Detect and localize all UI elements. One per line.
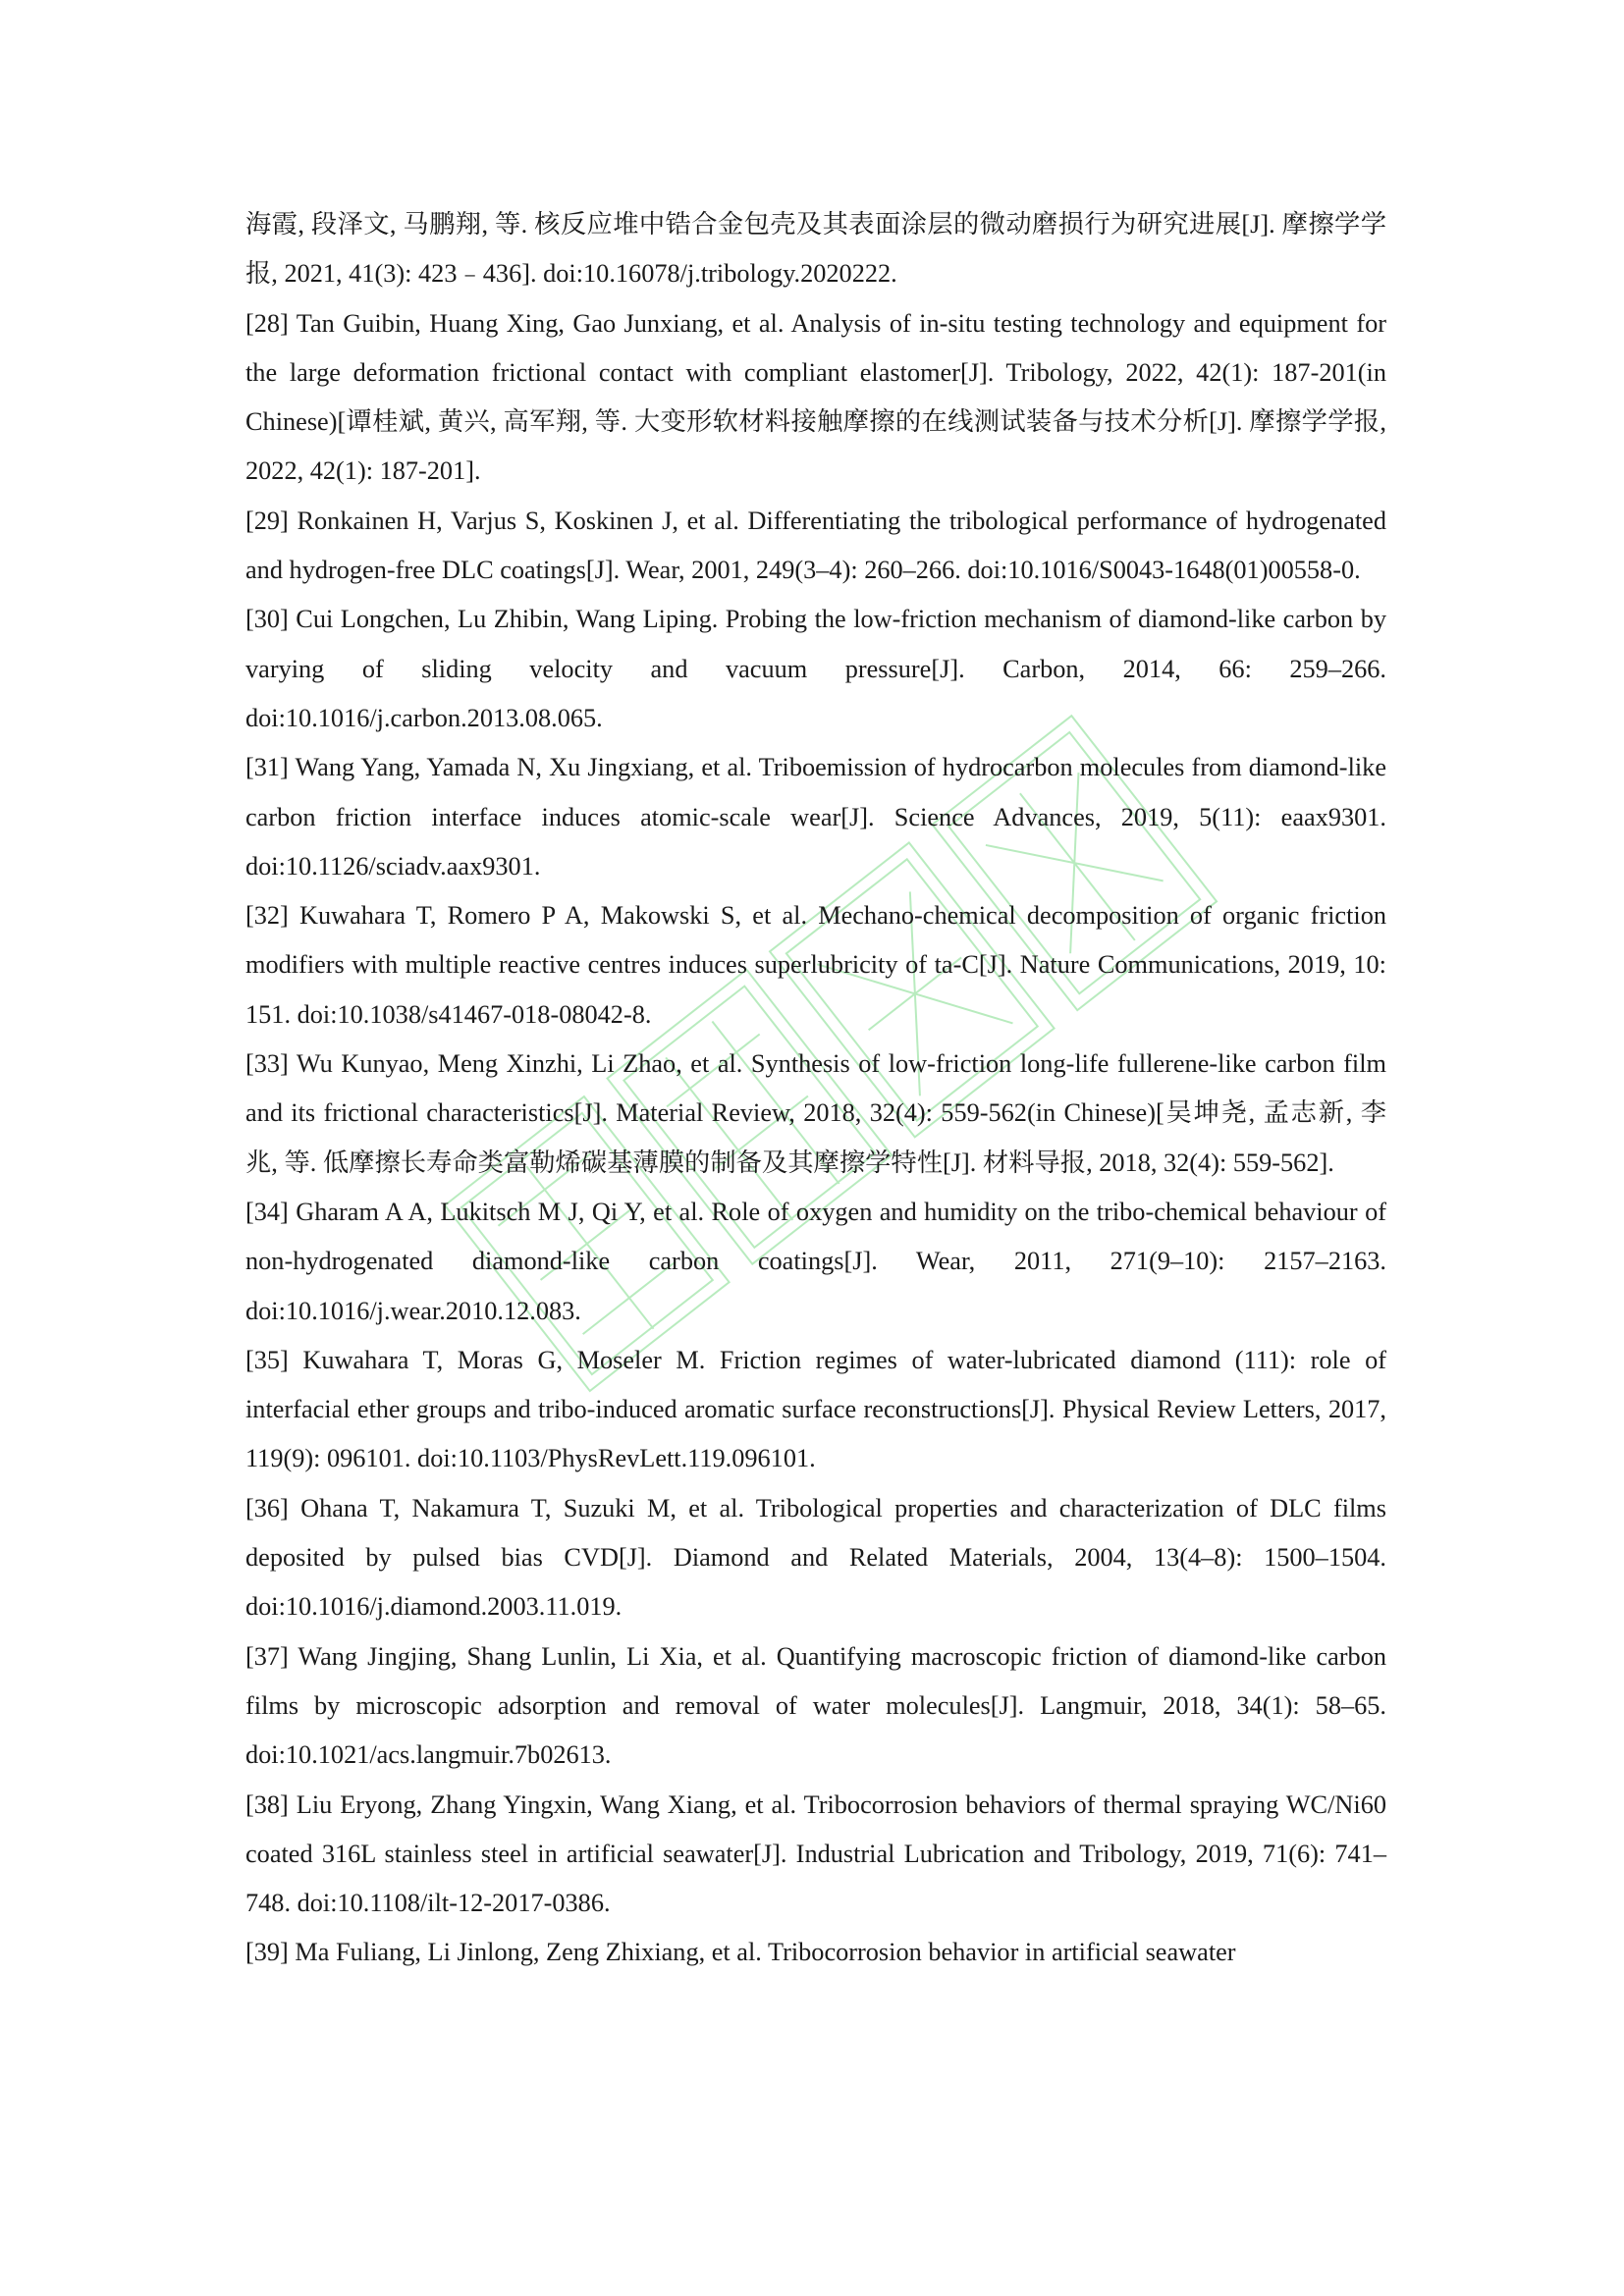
reference-entry: [35] Kuwahara T, Moras G, Moseler M. Friction regimes of water-lubricated diamond (111): role of interfacial ether groups and tribo-induced aromatic surface reconstructions[J]. Physical Review Letters, 2017, 119(9): 096101. doi:10.1103/PhysRevLett.119.096101. [245, 1345, 1386, 1473]
reference-entry: [34] Gharam A A, Lukitsch M J, Qi Y, et al. Role of oxygen and humidity on the tribo-chemical behaviour of non-hydrogenated diamond-like carbon coatings[J]. Wear, 2011, 271(9–10): 2157–2163. doi:10.1016/j.wear.2010.12.083. [245, 1197, 1386, 1325]
reference-entry: [39] Ma Fuliang, Li Jinlong, Zeng Zhixiang, et al. Tribocorrosion behavior in artificial seawater [245, 1938, 1236, 1967]
reference-entry: [31] Wang Yang, Yamada N, Xu Jingxiang, et al. Triboemission of hydrocarbon molecules from diamond-like carbon friction interface induces atomic-scale wear[J]. Science Advances, 2019, 5(11): eaax9301. doi:10.1126/sciadv.aax9301. [245, 753, 1386, 881]
reference-entry: [38] Liu Eryong, Zhang Yingxin, Wang Xiang, et al. Tribocorrosion behaviors of thermal spraying WC/Ni60 coated 316L stainless steel in artificial seawater[J]. Industrial Lubrication and Tribology, 2019, 71(6): 741–748. doi:10.1108/ilt-12-2017-0386. [245, 1789, 1386, 1918]
reference-entry: [37] Wang Jingjing, Shang Lunlin, Li Xia, et al. Quantifying macroscopic friction of diamond-like carbon films by microscopic adsorption and removal of water molecules[J]. Langmuir, 2018, 34(1): 58–65. doi:10.1021/acs.langmuir.7b02613. [245, 1641, 1386, 1770]
reference-entry: [32] Kuwahara T, Romero P A, Makowski S, et al. Mechano-chemical decomposition of organic friction modifiers with multiple reactive centres induces superlubricity of ta-C[J]. Nature Communications, 2019, 10: 151. doi:10.1038/s41467-018-08042-8. [245, 901, 1386, 1029]
reference-entry: [30] Cui Longchen, Lu Zhibin, Wang Liping. Probing the low-friction mechanism of diamond-like carbon by varying of sliding velocity and vacuum pressure[J]. Carbon, 2014, 66: 259–266. doi:10.1016/j.carbon.2013.08.065. [245, 605, 1386, 732]
reference-entry: 海霞, 段泽文, 马鹏翔, 等. 核反应堆中锆合金包壳及其表面涂层的微动磨损行为研究进展[J]. 摩擦学学报, 2021, 41(3): 423﹣436]. doi:10.16078/j.tribology.2020222. [245, 210, 1386, 289]
reference-entry: [33] Wu Kunyao, Meng Xinzhi, Li Zhao, et al. Synthesis of low-friction long-life fullerene-like carbon film and its frictional characteristics[J]. Material Review, 2018, 32(4): 559-562(in Chinese)[吴坤尧, 孟志新, 李兆, 等. 低摩擦长寿命类富勒烯碳基薄膜的制备及其摩擦学特性[J]. 材料导报, 2018, 32(4): 559-562]. [245, 1049, 1386, 1177]
reference-entry: [36] Ohana T, Nakamura T, Suzuki M, et al. Tribological properties and characterization of DLC films deposited by pulsed bias CVD[J]. Diamond and Related Materials, 2004, 13(4–8): 1500–1504. doi:10.1016/j.diamond.2003.11.019. [245, 1493, 1386, 1622]
reference-entry: [28] Tan Guibin, Huang Xing, Gao Junxiang, et al. Analysis of in-situ testing technology and equipment for the large deformation frictional contact with compliant elastomer[J]. Tribology, 2022, 42(1): 187-201(in Chinese)[谭桂斌, 黄兴, 高军翔, 等. 大变形软材料接触摩擦的在线测试装备与技术分析[J]. 摩擦学学报, 2022, 42(1): 187-201]. [245, 308, 1386, 486]
reference-entry: [29] Ronkainen H, Varjus S, Koskinen J, et al. Differentiating the tribological performance of hydrogenated and hydrogen-free DLC coatings[J]. Wear, 2001, 249(3–4): 260–266. doi:10.1016/S0043-1648(01)00558-0. [245, 506, 1386, 585]
reference-list [245, 200, 1386, 1978]
